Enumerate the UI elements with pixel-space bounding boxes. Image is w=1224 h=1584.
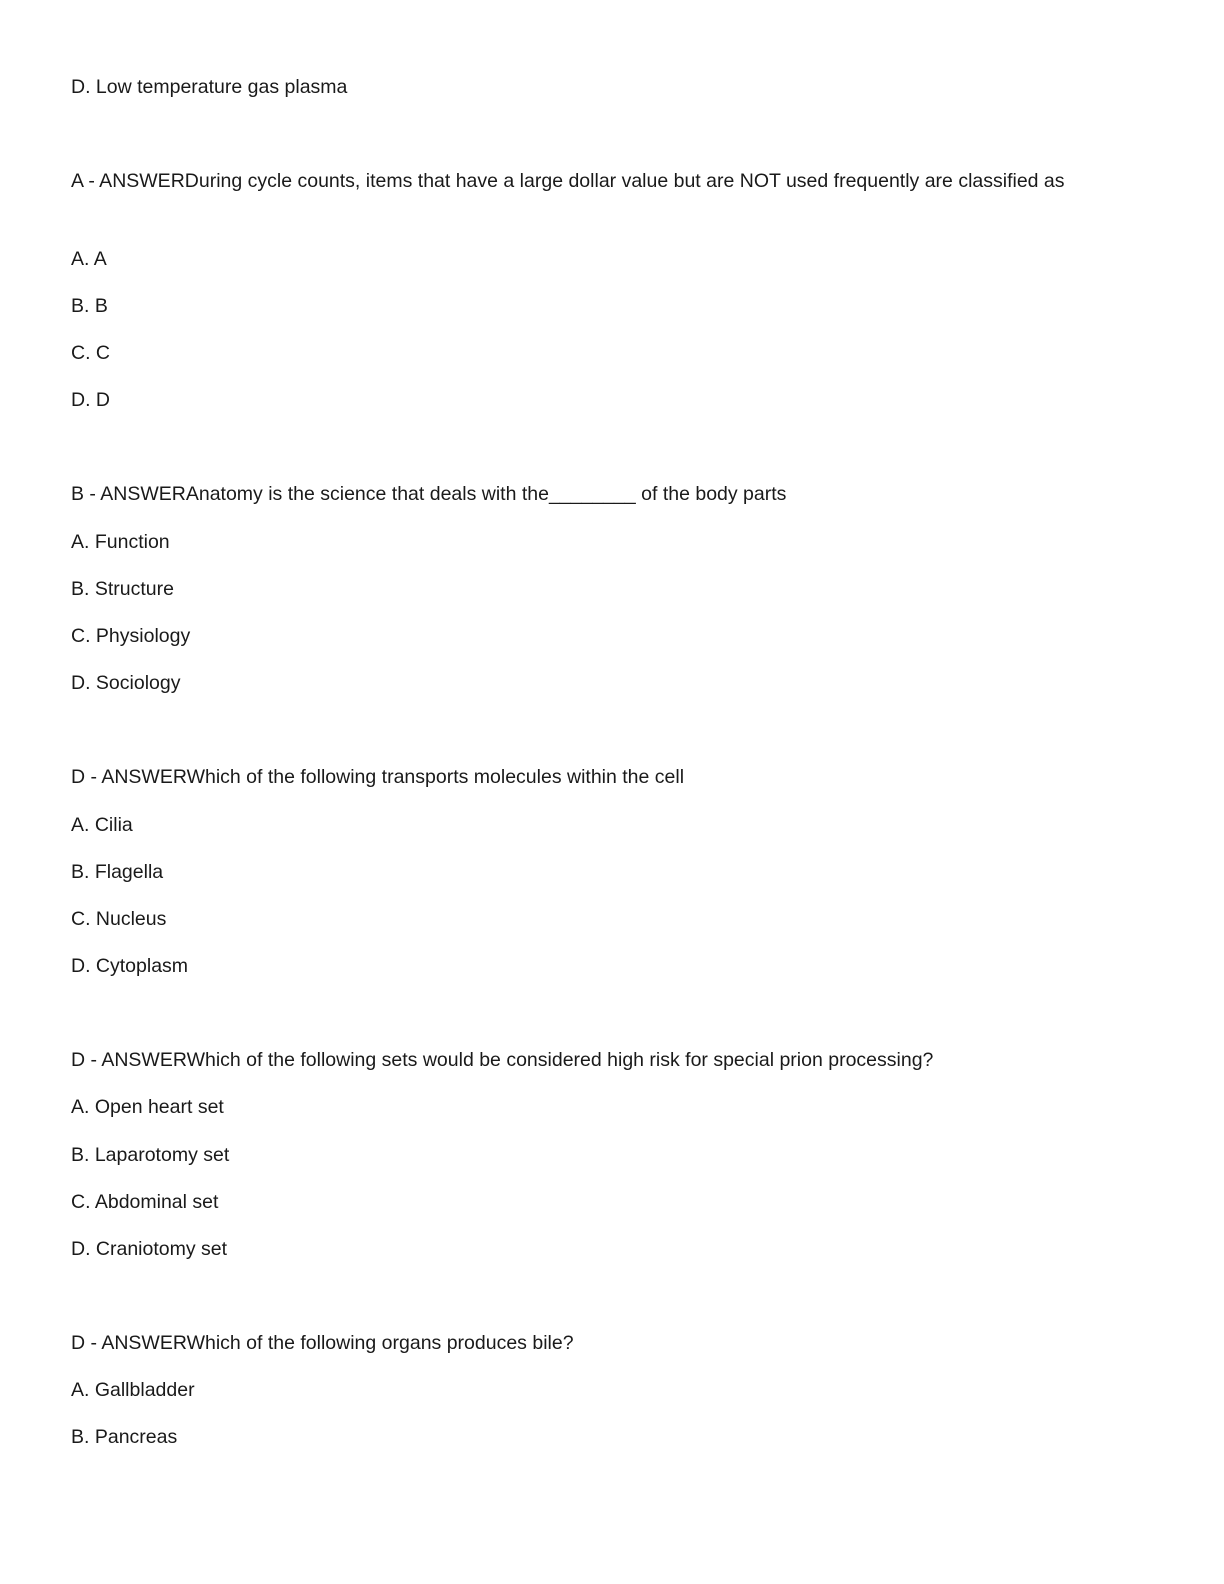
answer-option: B. Flagella xyxy=(71,861,164,883)
answer-option: A. A xyxy=(71,248,107,270)
answer-option: D. Low temperature gas plasma xyxy=(71,76,348,98)
answer-option: C. C xyxy=(71,342,110,364)
question-text: A - ANSWERDuring cycle counts, items that have a large dollar value but are NOT used frequently are classified as xyxy=(71,170,1065,192)
answer-option: D. Craniotomy set xyxy=(71,1238,228,1260)
answer-option: B. Laparotomy set xyxy=(71,1144,230,1166)
question-text: D - ANSWERWhich of the following organs produces bile? xyxy=(71,1332,574,1354)
answer-option: D. D xyxy=(71,389,110,411)
answer-option: A. Gallbladder xyxy=(71,1379,195,1401)
answer-option: C. Physiology xyxy=(71,625,191,647)
answer-option: D. Sociology xyxy=(71,672,181,694)
answer-option: C. Abdominal set xyxy=(71,1191,219,1213)
answer-option: D. Cytoplasm xyxy=(71,955,189,977)
answer-option: A. Cilia xyxy=(71,814,133,836)
answer-option: B. Structure xyxy=(71,578,174,600)
question-text: D - ANSWERWhich of the following sets would be considered high risk for special prion processing? xyxy=(71,1049,934,1071)
answer-option: A. Function xyxy=(71,531,170,553)
answer-option: A. Open heart set xyxy=(71,1096,224,1118)
question-text: B - ANSWERAnatomy is the science that deals with the________ of the body parts xyxy=(71,483,787,505)
answer-option: C. Nucleus xyxy=(71,908,167,930)
answer-option: B. Pancreas xyxy=(71,1426,178,1448)
answer-option: B. B xyxy=(71,295,108,317)
question-text: D - ANSWERWhich of the following transports molecules within the cell xyxy=(71,766,685,788)
